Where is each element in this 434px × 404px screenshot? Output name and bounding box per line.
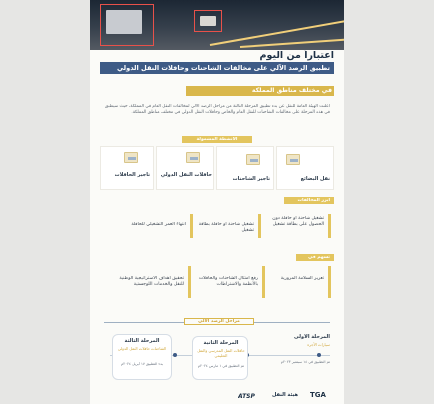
violation-item: تشغيل شاحنة أو حافلة دون الحصول على بطاقة تشغيل bbox=[272, 216, 324, 227]
phase-subtitle: سيارات الأجرة bbox=[307, 342, 330, 347]
benefit-item: رفع امتثال الشاحنات والحافلات بالأنظمة والاشتراطات bbox=[198, 276, 258, 287]
phases-heading: مراحل الرصد الآلي bbox=[198, 319, 240, 324]
phase-subtitle: الشاحنات حافلات النقل الدولي bbox=[117, 346, 167, 351]
phase-title: المرحلة الثانية bbox=[203, 340, 239, 346]
timeline-dot bbox=[317, 353, 321, 357]
phase-title: المرحلة الأولى bbox=[294, 334, 330, 340]
categories-heading: الأنشطة المشمولة bbox=[196, 137, 238, 142]
detection-frame bbox=[100, 4, 154, 46]
atsp-logo: ATSP bbox=[238, 393, 255, 400]
contributes-heading: تسهم في bbox=[308, 255, 330, 260]
category-card bbox=[216, 146, 274, 190]
timeline-dot bbox=[173, 353, 177, 357]
benefit-item: تحقيق أهداف الاستراتيجية الوطنية للنقل والخدمات اللوجستية bbox=[119, 276, 184, 287]
category-label: نقل البضائع bbox=[300, 176, 330, 182]
page-title: اعتباراً من اليوم bbox=[259, 50, 334, 61]
benefit-item: تعزيز السلامة المرورية bbox=[280, 276, 324, 281]
violation-item: تشغيل شاحنة أو حافلة بطاقة تشغيل bbox=[198, 222, 254, 233]
accent-bar bbox=[262, 266, 265, 298]
hero-road-photo bbox=[90, 0, 344, 50]
tga-logo: TGA bbox=[310, 391, 326, 399]
region-text: في مختلف مناطق المملكة bbox=[251, 87, 332, 94]
phase-date: تم التطبيق في ١ مارس ٢٠٢٤م bbox=[197, 364, 245, 368]
accent-bar bbox=[188, 266, 191, 298]
category-label: تأجير الحافلات bbox=[114, 172, 150, 178]
violation-item: انتهاء العمر التشغيلي للحافلة bbox=[131, 222, 186, 227]
category-label: تأجير الشاحنات bbox=[232, 176, 270, 182]
ministry-logo: هيئة النقل bbox=[271, 392, 298, 398]
phase-title: المرحلة الثالثة bbox=[124, 338, 160, 344]
accent-bar bbox=[190, 214, 193, 238]
accent-bar bbox=[328, 214, 331, 238]
category-card bbox=[156, 146, 214, 190]
phase-date: تم التطبيق في ١٤ سبتمبر ٢٠٢٣م bbox=[280, 360, 330, 364]
category-label: حافلات النقل الدولي bbox=[160, 172, 212, 178]
detection-frame bbox=[194, 10, 222, 32]
subtitle-text: تطبيق الرصد الآلي على مخالفات الشاحنات وحافلات النقل الدولي bbox=[116, 64, 330, 72]
road-lane-line bbox=[240, 38, 344, 48]
accent-bar bbox=[328, 266, 331, 298]
bus-icon bbox=[186, 152, 200, 163]
phase-date: بدء التطبيق ١٧ أبريل ٢٠٢٤م bbox=[121, 362, 163, 366]
truck-rental-icon bbox=[246, 154, 260, 165]
intro-paragraph: أعلنت الهيئة العامة للنقل عن بدء تطبيق المرحلة الثالثة من مراحل الرصد الآلي لمخالفات النقل العام في المملكة، حيث سيطبق في هذه المرحلة على مخالفات الشاحنات للنقل العام والخاص وحافلات النقل الدولي في مختلف مناطق المملكة. bbox=[104, 104, 330, 115]
bus-rental-icon bbox=[124, 152, 138, 163]
accent-bar bbox=[258, 214, 261, 238]
phase-subtitle: حافلات النقل المدرسي والنقل التعليمي bbox=[197, 348, 245, 358]
announcement-poster bbox=[90, 0, 344, 404]
category-card bbox=[276, 146, 334, 190]
violations-heading: أبرز المخالفات bbox=[297, 198, 330, 203]
truck-icon bbox=[286, 154, 300, 165]
